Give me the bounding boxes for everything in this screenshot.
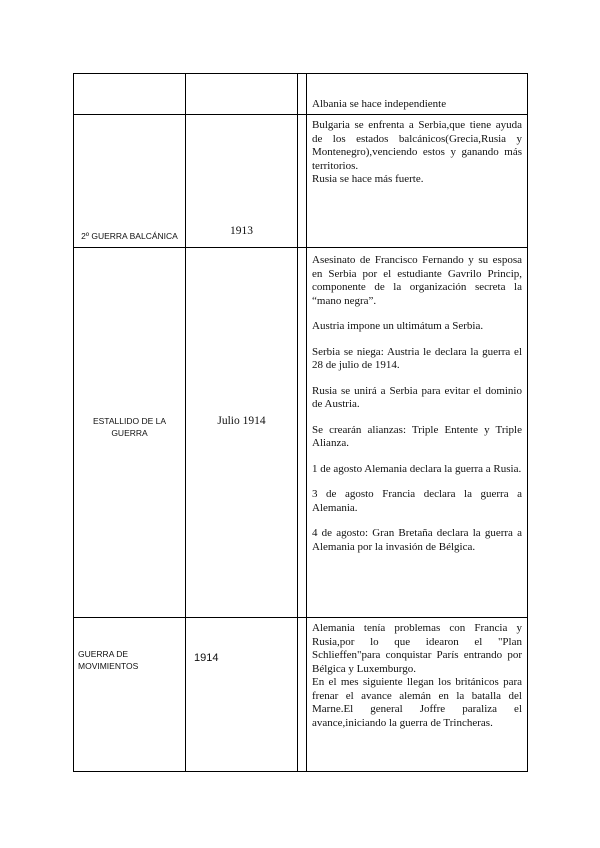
table-row (74, 618, 528, 772)
table-row (74, 115, 528, 248)
event-date: 1913 (230, 224, 253, 237)
spacer-cell (298, 618, 307, 772)
description-paragraph: 4 de agosto: Gran Bretaña declara la guerra a Alemania por la invasión de Bélgica. (312, 527, 522, 553)
table-row (74, 248, 528, 618)
description-paragraph: Serbia se niega: Austria le declara la guerra el 28 de julio de 1914. (312, 345, 522, 371)
date-cell (186, 618, 298, 772)
description-paragraph: Alemania tenía problemas con Francia y Rusia,por lo que idearon el "Plan Schlieffen"para conquistar París entrando por Bélgica y Luxemburgo. (312, 622, 522, 675)
description-paragraph: Bulgaria se enfrenta a Serbia,que tiene ayuda de los estados balcánicos(Grecia,Rusia y Montenegro),venciendo estos y ganando más territorios. (312, 119, 522, 172)
description-cell (307, 248, 528, 618)
description-paragraph: En el mes siguiente llegan los británicos para frenar el avance alemán en la batalla del Marne.El general Joffre paraliza el avance,iniciando la guerra de Trincheras. (312, 676, 522, 729)
date-cell (186, 115, 298, 248)
event-cell (74, 248, 186, 618)
description-paragraph: 1 de agosto Alemania declara la guerra a Rusia. (312, 462, 522, 475)
table-row (74, 74, 528, 115)
spacer-cell (298, 248, 307, 618)
event-date: Julio 1914 (217, 414, 266, 427)
description-cell (307, 115, 528, 248)
description-paragraph: Asesinato de Francisco Fernando y su esposa en Serbia por el estudiante Gavrilo Princip, componente de la organización secreta la “mano negra”. (312, 254, 522, 307)
description-paragraph: Se crearán alianzas: Triple Entente y Triple Alianza. (312, 423, 522, 449)
date-cell (186, 74, 298, 115)
event-cell (74, 618, 186, 772)
description-paragraph: Rusia se unirá a Serbia para evitar el dominio de Austria. (312, 384, 522, 410)
event-date: 1914 (194, 652, 219, 664)
description-paragraph: Rusia se hace más fuerte. (312, 173, 424, 185)
event-label: GUERRA DE MOVIMIENTOS (78, 649, 139, 671)
description-paragraph: Austria impone un ultimátum a Serbia. (312, 320, 484, 332)
event-cell (74, 74, 186, 115)
spacer-cell (298, 115, 307, 248)
spacer-cell (298, 74, 307, 115)
description-paragraph: Albania se hace independiente (312, 97, 447, 110)
description-cell (307, 74, 528, 115)
description-cell (307, 618, 528, 772)
date-cell (186, 248, 298, 618)
event-cell (74, 115, 186, 248)
history-table (73, 73, 528, 772)
event-label: 2º GUERRA BALCÁNICA (81, 231, 178, 241)
event-label: ESTALLIDO DE LA GUERRA (92, 415, 167, 438)
description-paragraph: 3 de agosto Francia declara la guerra a Alemania. (312, 488, 522, 514)
